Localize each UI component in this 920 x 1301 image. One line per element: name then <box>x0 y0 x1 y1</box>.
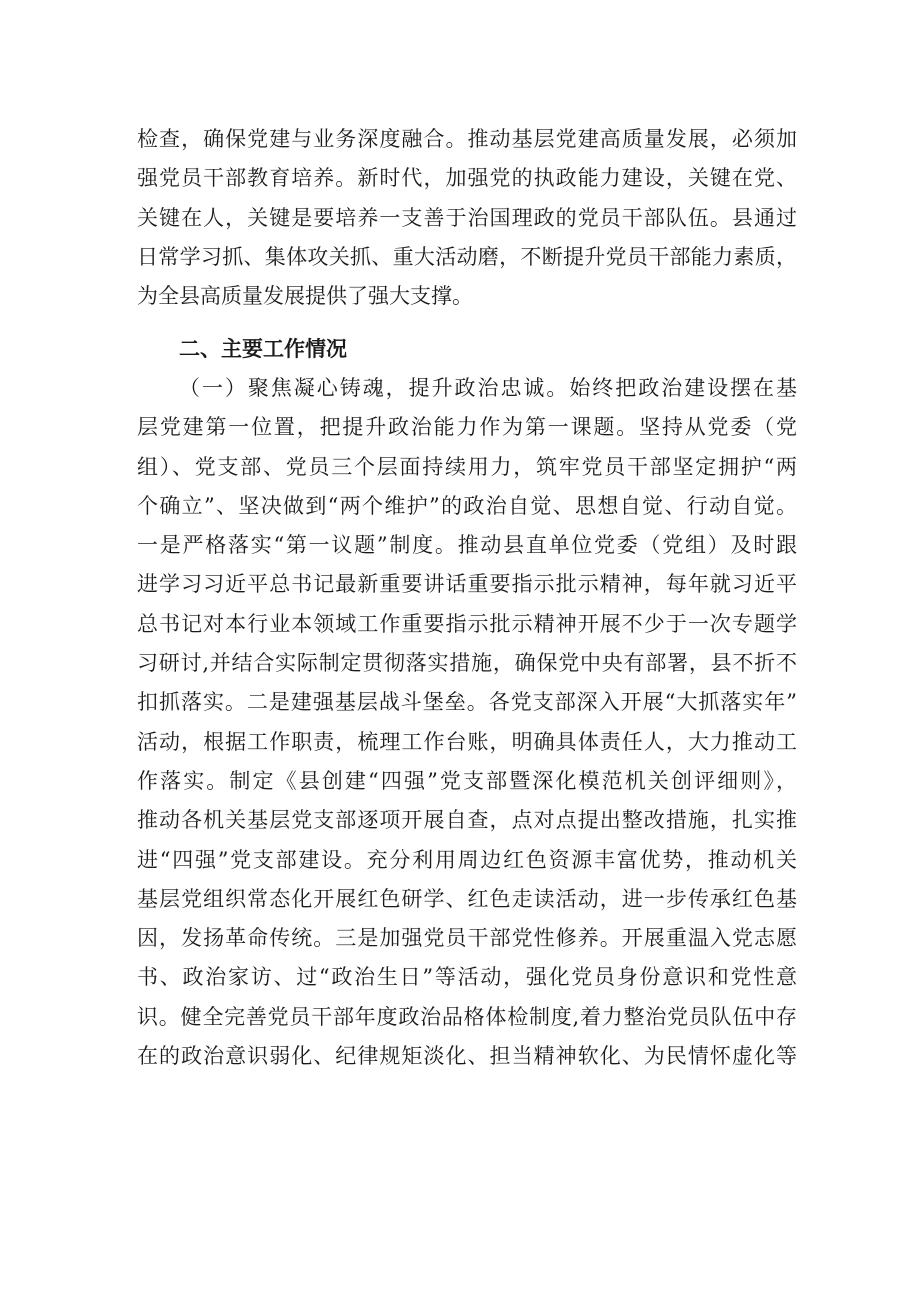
paragraph-line: 层党建第一位置，把提升政治能力作为第一课题。坚持从党委（党 <box>137 415 797 440</box>
paragraph-line: 一是严格落实“第一议题”制度。推动县直单位党委（党组）及时跟 <box>137 533 797 558</box>
paragraph-line: 扣抓落实。二是建强基层战斗堡垒。各党支部深入开展“大抓落实年” <box>137 690 797 715</box>
paragraph-main-work <box>137 369 797 1076</box>
paragraph-intro <box>137 120 797 316</box>
paragraph-line: 进“四强”党支部建设。充分利用周边红色资源丰富优势，推动机关 <box>137 847 797 872</box>
paragraph-line: 组）、党支部、党员三个层面持续用力，筑牢党员干部坚定拥护“两 <box>137 454 797 479</box>
paragraph-line: 活动，根据工作职责，梳理工作台账，明确具体责任人，大力推动工 <box>137 729 797 754</box>
paragraph-line: 日常学习抓、集体攻关抓、重大活动磨，不断提升党员干部能力素质， <box>137 244 797 269</box>
section-heading: 二、主要工作情况 <box>179 337 347 361</box>
paragraph-line: 检查，确保党建与业务深度融合。推动基层党建高质量发展，必须加 <box>137 127 797 151</box>
paragraph-line: 强党员干部教育培养。新时代，加强党的执政能力建设，关键在党、 <box>137 166 797 191</box>
paragraph-line: 推动各机关基层党支部逐项开展自查，点对点提出整改措施，扎实推 <box>137 808 797 833</box>
paragraph-line: （一）聚焦凝心铸魂，提升政治忠诚。始终把政治建设摆在基 <box>179 376 797 400</box>
paragraph-line: 基层党组织常态化开展红色研学、红色走读活动，进一步传承红色基 <box>137 886 797 911</box>
paragraph-line: 在的政治意识弱化、纪律规矩淡化、担当精神软化、为民情怀虚化等 <box>137 1044 797 1069</box>
paragraph-line: 书、政治家访、过“政治生日”等活动，强化党员身份意识和党性意 <box>137 965 797 990</box>
paragraph-line: 因，发扬革命传统。三是加强党员干部党性修养。开展重温入党志愿 <box>137 926 797 951</box>
paragraph-line: 识。健全完善党员干部年度政治品格体检制度,着力整治党员队伍中存 <box>137 1004 797 1029</box>
paragraph-line: 关键在人，关键是要培养一支善于治国理政的党员干部队伍。县通过 <box>137 205 797 230</box>
paragraph-line: 作落实。制定《县创建“四强”党支部暨深化模范机关创评细则》， <box>137 768 797 793</box>
paragraph-line: 进学习习近平总书记最新重要讲话重要指示批示精神，每年就习近平 <box>137 572 797 597</box>
paragraph-line: 为全县高质量发展提供了强大支撑。 <box>137 284 473 309</box>
paragraph-line: 总书记对本行业本领域工作重要指示批示精神开展不少于一次专题学 <box>137 611 797 636</box>
paragraph-line: 习研讨,并结合实际制定贯彻落实措施，确保党中央有部署，县不折不 <box>137 651 797 676</box>
paragraph-line: 个确立”、坚决做到“两个维护”的政治自觉、思想自觉、行动自觉。 <box>137 493 797 518</box>
